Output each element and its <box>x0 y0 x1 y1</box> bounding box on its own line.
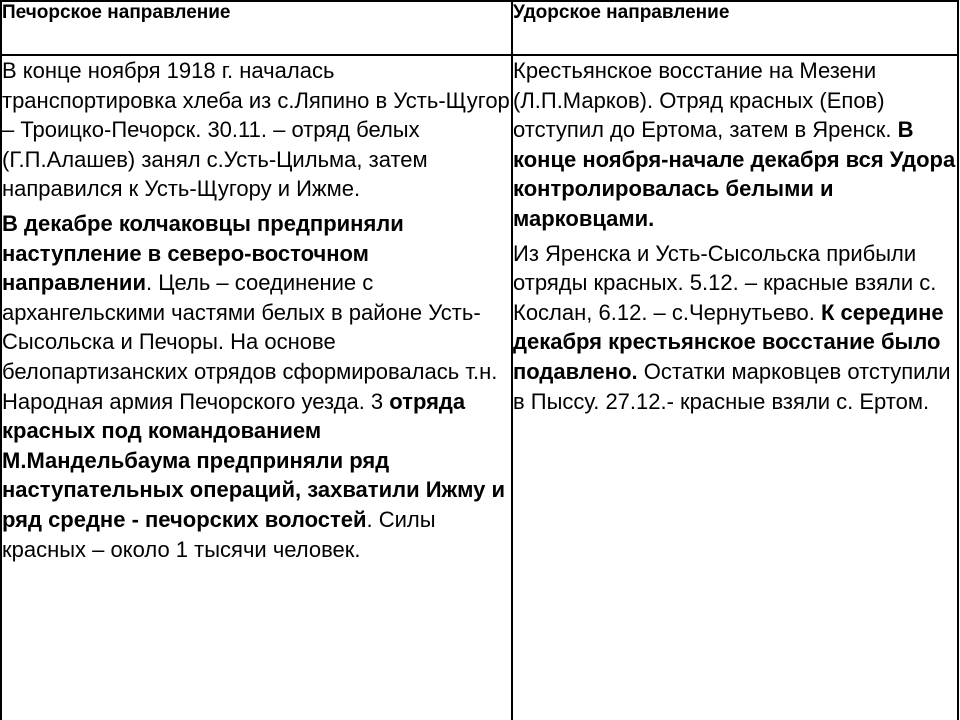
udora-bold-control: В конце ноября-начале декабря вся Удора контролировалась белыми и марковцами. <box>513 117 956 231</box>
pechora-bold-offensive: В декабре колчаковцы предприняли наступление в северо-восточном направлении <box>2 210 404 296</box>
udora-paragraph-1 <box>513 56 957 234</box>
pechora-text-goal: . Цель – соединение с архангельскими частями белых в районе Усть-Сысольска и Печоры. На основе белопартизанских отрядов сформировалась т.н. Народная армия Печорского уезда. 3 <box>2 270 498 414</box>
header-pechora: Печорское направление <box>1 1 512 55</box>
pechora-paragraph-1: В конце ноября 1918 г. началась транспортировка хлеба из с.Ляпино в Усть-Щугор – Троицко-Печорск. 30.11. – отряд белых (Г.П.Алашев) занял с.Усть-Цильма, затем направился к Усть-Щугору и Ижме. <box>2 58 510 202</box>
content-row <box>1 55 958 720</box>
pechora-paragraph-2 <box>2 209 511 564</box>
udora-cell <box>512 55 958 720</box>
udora-bold-suppressed: К середине декабря крестьянское восстание было подавлено. <box>513 299 944 384</box>
header-row <box>1 1 958 55</box>
pechora-bold-red-detachments: отряда красных под командованием М.Мандельбаума предприняли ряд наступательных операций, захватили Ижму и ряд средне - печорских волостей <box>2 388 505 532</box>
udora-paragraph-2 <box>513 239 957 417</box>
pechora-text-forces: . Силы красных – около 1 тысячи человек. <box>2 506 436 562</box>
header-udora: Удорское направление <box>512 1 958 55</box>
pechora-cell <box>1 55 512 720</box>
udora-text-uprising: Крестьянское восстание на Мезени (Л.П.Марков). Отряд красных (Епов) отступил до Ертома, затем в Яренск. <box>513 58 898 143</box>
udora-text-arrival: Из Яренска и Усть-Сысольска прибыли отряды красных. 5.12. – красные взяли с. Кослан, 6.12. – с.Чернутьево. <box>513 240 937 325</box>
udora-text-retreat: Остатки марковцев отступили в Пыссу. 27.12.- красные взяли с. Ертом. <box>513 358 951 414</box>
